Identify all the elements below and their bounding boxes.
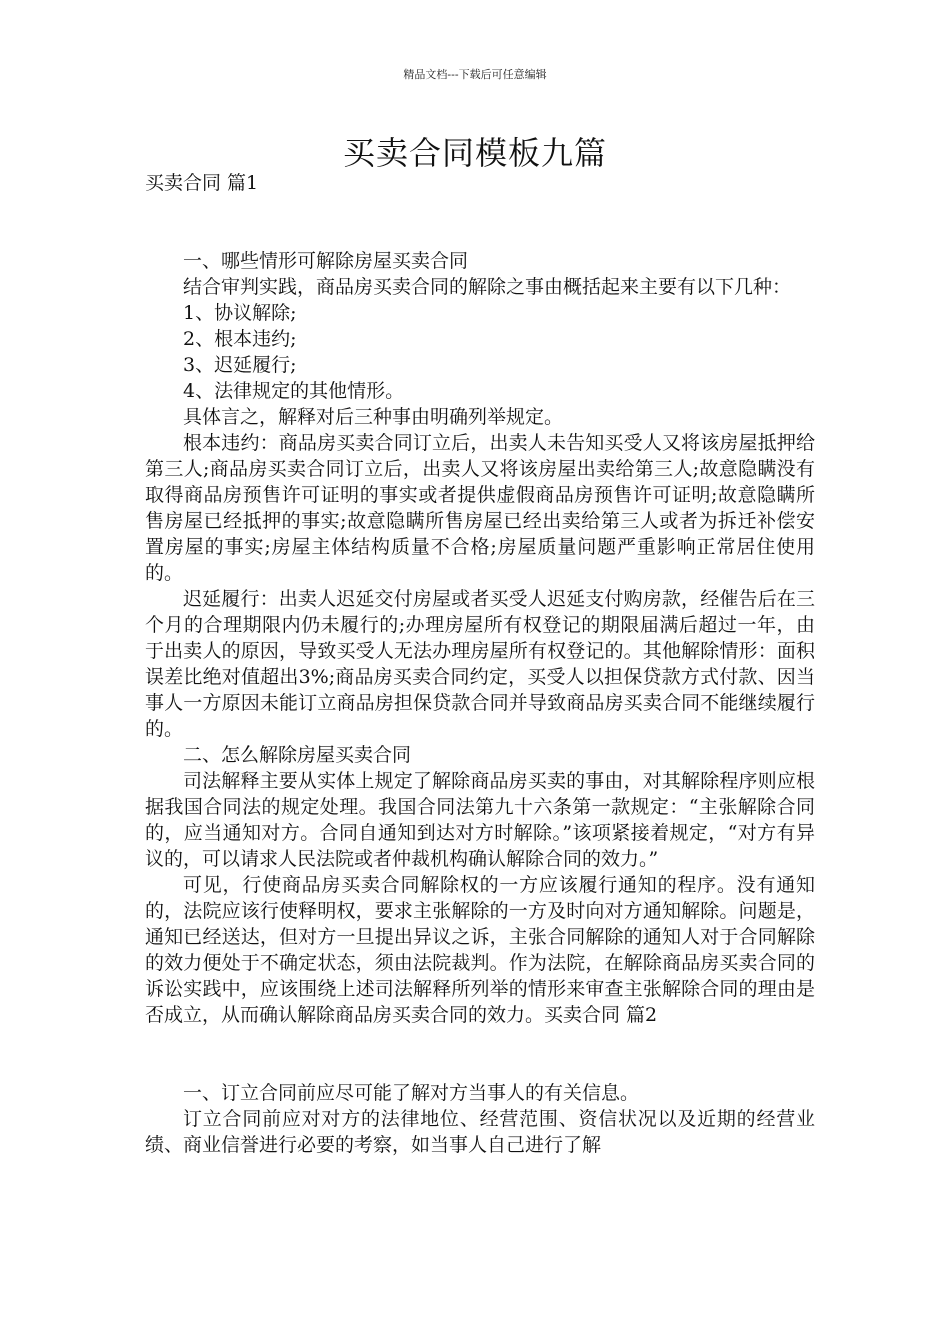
heading-1: 一、哪些情形可解除房屋买卖合同 (183, 250, 469, 272)
list-item: 1、协议解除; (183, 302, 297, 324)
paragraph-3: 根本违约：商品房买卖合同订立后，出卖人未告知买受人又将该房屋抵押给第三人;商品房买卖合同订立后，出卖人又将该房屋出卖给第三人;故意隐瞒没有取得商品房预售许可证明的事实或者提供虚假商品房预售许可证明;故意隐瞒所售房屋已经抵押的事实;故意隐瞒所售房屋已经出卖给第三人或者为拆迁补偿安置房屋的事实;房屋主体结构质量不合格;房屋质量问题严重影响正常居住使用的。 (145, 432, 815, 584)
section-heading-1: 买卖合同 篇1 (145, 172, 259, 194)
list-item: 4、法律规定的其他情形。 (183, 380, 405, 402)
paragraph-4: 迟延履行：出卖人迟延交付房屋或者买受人迟延支付购房款，经催告后在三个月的合理期限内仍未履行的;办理房屋所有权登记的期限届满后超过一年，由于出卖人的原因，导致买受人无法办理房屋所有权登记的。其他解除情形：面积误差比绝对值超出3%;商品房买卖合同约定，买受人以担保贷款方式付款、因当事人一方原因未能订立商品房担保贷款合同并导致商品房买卖合同不能继续履行的。 (145, 588, 815, 740)
paragraph-1: 结合审判实践，商品房买卖合同的解除之事由概括起来主要有以下几种： (183, 276, 792, 298)
document-title: 买卖合同模板九篇 (342, 134, 607, 172)
paragraph-6: 可见，行使商品房买卖合同解除权的一方应该履行通知的程序。没有通知的，法院应该行使释明权，要求主张解除的一方及时向对方通知解除。问题是，通知已经送达，但对方一旦提出异议之诉，主张合同解除的通知人对于合同解除的效力便处于不确定状态，须由法院裁判。作为法院，在解除商品房买卖合同的诉讼实践中，应该围绕上述司法解释所列举的情形来审查主张解除合同的理由是否成立，从而确认解除商品房买卖合同的效力。买卖合同 篇2 (145, 874, 815, 1026)
list-item: 3、迟延履行; (183, 354, 297, 376)
heading-3: 一、订立合同前应尽可能了解对方当事人的有关信息。 (183, 1082, 640, 1104)
paragraph-7: 订立合同前应对对方的法律地位、经营范围、资信状况以及近期的经营业绩、商业信誉进行必要的考察，如当事人自己进行了解 (145, 1108, 815, 1156)
document-body (145, 170, 815, 1158)
list-item: 2、根本违约; (183, 328, 297, 350)
heading-2: 二、怎么解除房屋买卖合同 (183, 744, 412, 766)
paragraph-2: 具体言之，解释对后三种事由明确列举规定。 (183, 406, 564, 428)
page-header: 精品文档---下载后可任意编辑 (403, 68, 547, 81)
spacer (145, 196, 815, 248)
spacer (145, 1028, 815, 1080)
paragraph-5: 司法解释主要从实体上规定了解除商品房买卖的事由，对其解除程序则应根据我国合同法的规定处理。我国合同法第九十六条第一款规定：“主张解除合同的，应当通知对方。合同自通知到达对方时解除。”该项紧接着规定，“对方有异议的，可以请求人民法院或者仲裁机构确认解除合同的效力。” (145, 770, 815, 870)
